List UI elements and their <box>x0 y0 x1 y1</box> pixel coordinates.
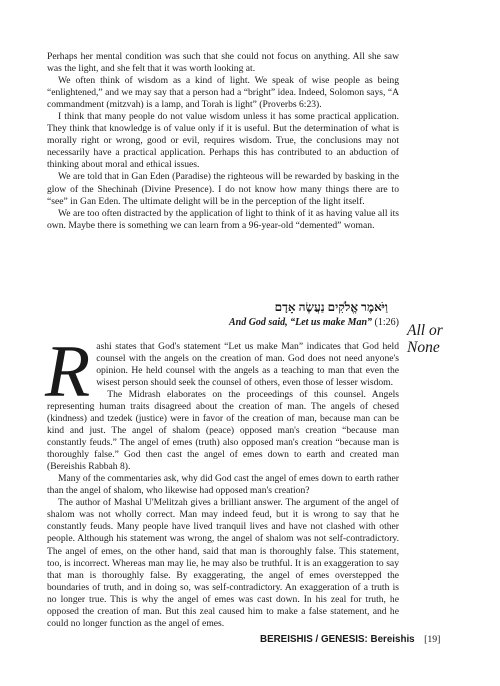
paragraph-5: We are too often distracted by the application of light to think of it as having value all its own. Maybe there is something we can learn from a 96-year-old “demented” woman. <box>47 207 399 231</box>
paragraph-main-4: The author of Mashal U'Melitzah gives a brilliant answer. The argument of the angel of shalom was not wholly correct. Man may indeed feud, but it is wrong to say that he constantly feuds. Many people have lived tranquil lives and have not clashed with other people. Although his statement was wrong, the angel of shalom was not self-contradictory. The angel of emes, on the other hand, said that man is thoroughly false. This statement, too, is incorrect. Whereas man may lie, he may also be truthful. It is an exaggeration to say that man is thoroughly false. By exaggerating, the angel of emes overstepped the boundaries of truth, and in doing so, was self-contradictory. An exaggeration of a truth is no longer true. This is why the angel of emes was cast down. In his zeal for truth, he opposed the creation of man. But this zeal caused him to make a false statement, and he could no longer function as the angel of emes. <box>47 497 399 629</box>
verse-hebrew: וַיֹּאמֶר אֱלֹקִים נַעֲשֶׂה אָדָם <box>274 299 388 314</box>
page-number: [19] <box>424 634 441 645</box>
paragraph-4: We are told that in Gan Eden (Paradise) the righteous will be rewarded by basking in the glow of the Shechinah (Divine Presence). I do not know how many things there are to “see” in Gan Eden. The ultimate delight will be in the perception of the light itself. <box>47 171 399 207</box>
paragraph-2: We often think of wisdom as a kind of light. We speak of wise people as being “enlightened,” and we may say that a person had a “bright” idea. Indeed, Solomon says, “A commandment (mitzvah) is a lamp, and Torah is light” (Proverbs 6:23). <box>47 75 399 111</box>
paragraph-main-2: The Midrash elaborates on the proceedings of this counsel. Angels representing human traits disagreed about the creation of man. The angels of chesed (kindness) and tzedek (justice) were in favor of the creation of man, because man can be kind and just. The angel of shalom (peace) opposed man's creation “because man constantly feuds.” The angel of emes (truth) also opposed man's creation “because man is thoroughly false.” God then cast the angel of emes down to earth and created man (Bereishis Rabbah 8). <box>47 388 399 473</box>
running-footer-title: BEREISHIS / GENESIS: Bereishis <box>260 634 415 645</box>
paragraph-main-1 <box>45 330 399 413</box>
paragraph-main-3: Many of the commentaries ask, why did God cast the angel of emes down to earth rather than the angel of shalom, who likewise had opposed man's creation? <box>47 473 399 497</box>
sidebar-title-line-2: None <box>407 339 440 356</box>
paragraph-main-1-text: ashi states that God's statement “Let us make Man” indicates that God held counsel with the angels on the creation of man. God does not need anyone's opinion. He held counsel with the angels as a teaching to man that even the wisest person should seek the counsel of others, even those of lesser wisdom. <box>96 340 399 388</box>
section-gap <box>47 232 399 299</box>
verse-reference: (1:26) <box>374 316 399 328</box>
paragraph-3: I think that many people do not value wisdom unless it has some practical application. They think that knowledge is of value only if it is useful. But the determination of what is morally right or wrong, good or evil, requires wisdom. True, the conclusions may not necessarily have a practical application. Perhaps this has contributed to an abduction of thinking about moral and ethical issues. <box>47 111 399 171</box>
sidebar-title <box>407 322 443 356</box>
verse-english: And God said, “Let us make Man” <box>228 316 373 328</box>
paragraph-1: Perhaps her mental condition was such that she could not focus on anything. All she saw was the light, and she felt that it was worth looking at. <box>47 51 399 75</box>
verse-english-line <box>47 316 399 329</box>
page-footer <box>260 634 460 645</box>
sidebar-title-line-1: All or <box>407 322 443 339</box>
body-text-column <box>47 51 399 630</box>
drop-cap: R <box>45 330 91 413</box>
